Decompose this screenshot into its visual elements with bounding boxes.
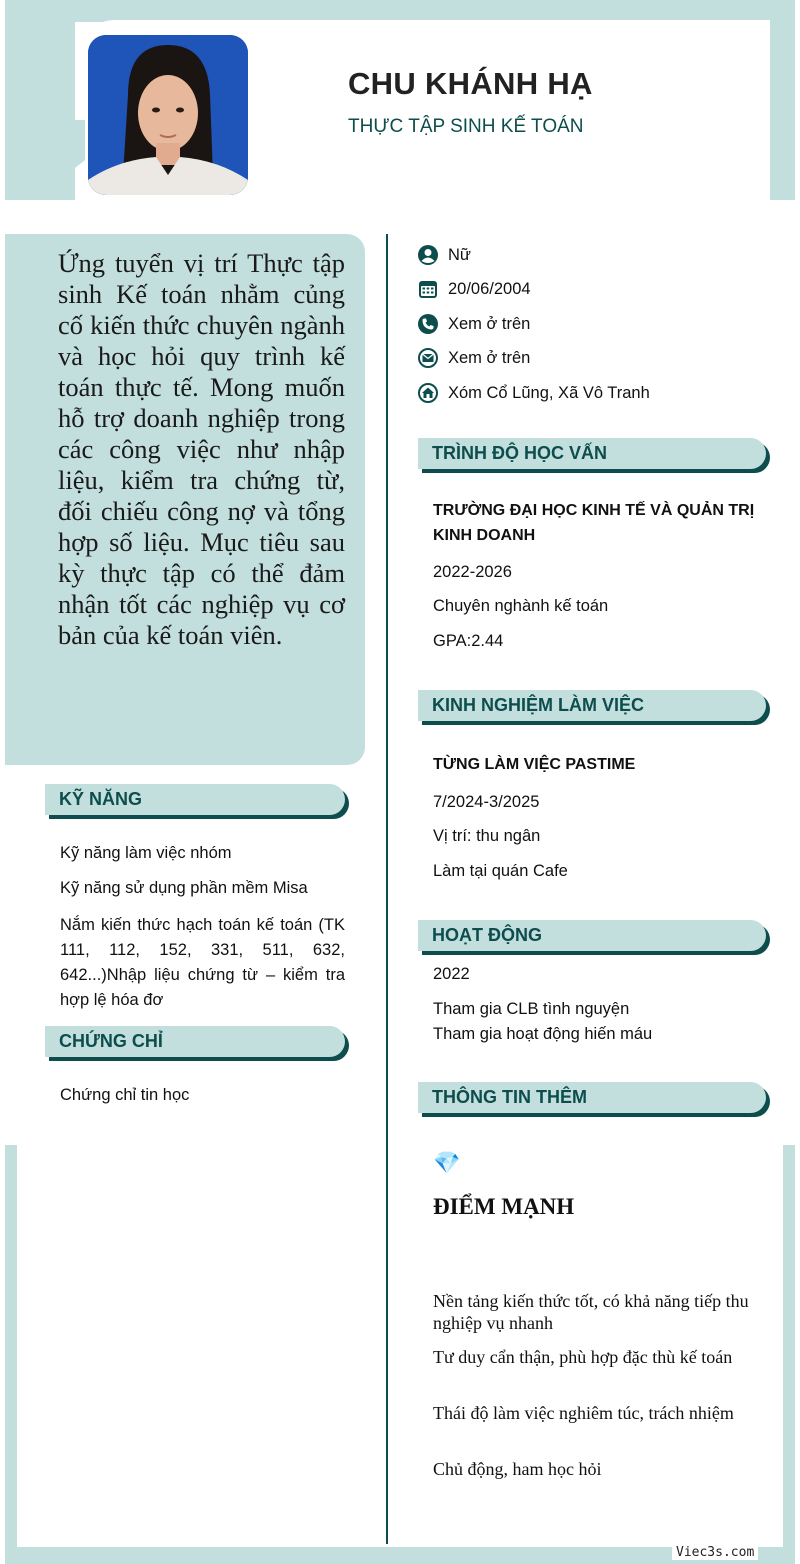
header-band-right xyxy=(770,0,795,200)
certificates-heading: CHỨNG CHỈ xyxy=(45,1026,345,1057)
experience-company: TỪNG LÀM VIỆC PASTIME xyxy=(433,756,636,773)
phone-icon xyxy=(418,314,438,334)
gem-icon: 💎 xyxy=(433,1150,461,1175)
dob-value: 20/06/2004 xyxy=(448,279,531,298)
watermark: Viec3s.com xyxy=(672,1545,758,1560)
user-icon xyxy=(418,245,438,265)
phone-value: Xem ở trên xyxy=(448,314,531,333)
more-info-heading: THÔNG TIN THÊM xyxy=(418,1082,766,1113)
contact-gender xyxy=(418,243,471,267)
skill-item: Nắm kiến thức hạch toán kế toán (TK 111, 112, 152, 331, 511, 632, 642...)Nhập liệu chứng từ – kiểm tra hợp lệ hóa đơ xyxy=(60,916,345,1009)
candidate-name: CHU KHÁNH HẠ xyxy=(348,66,593,101)
strengths-title: ĐIỂM MẠNH xyxy=(433,1194,575,1219)
activities-heading: HOẠT ĐỘNG xyxy=(418,920,766,951)
contact-address xyxy=(418,381,650,405)
education-heading: TRÌNH ĐỘ HỌC VẤN xyxy=(418,438,766,469)
envelope-icon xyxy=(418,348,438,368)
experience-heading: KINH NGHIỆM LÀM VIỆC xyxy=(418,690,766,721)
address-value: Xóm Cổ Lũng, Xã Vô Tranh xyxy=(448,383,650,402)
home-icon xyxy=(418,383,438,403)
experience-position: Vị trí: thu ngân xyxy=(433,827,541,845)
header-corner-decoration xyxy=(5,120,85,200)
certificate-item: Chứng chỉ tin học xyxy=(60,1086,190,1104)
strength-item: Thái độ làm việc nghiêm túc, trách nhiệm xyxy=(433,1403,734,1423)
strength-item: Nền tảng kiến thức tốt, có khả năng tiếp thu nghiệp vụ nhanh xyxy=(433,1291,749,1333)
experience-place: Làm tại quán Cafe xyxy=(433,862,568,880)
footer-band-right xyxy=(783,1145,795,1564)
activities-line: Tham gia hoạt động hiến máu xyxy=(433,1025,653,1043)
header-band-top xyxy=(5,0,795,22)
footer-band-left xyxy=(5,1145,17,1564)
job-title: THỰC TẬP SINH KẾ TOÁN xyxy=(348,116,584,137)
strength-item: Chủ động, ham học hỏi xyxy=(433,1459,602,1479)
contact-email xyxy=(418,346,530,370)
contact-dob xyxy=(418,277,531,301)
skills-heading: KỸ NĂNG xyxy=(45,784,345,815)
education-gpa: GPA:2.44 xyxy=(433,632,504,650)
column-divider xyxy=(386,234,388,1544)
education-school: TRƯỜNG ĐẠI HỌC KINH TẾ VÀ QUẢN TRỊ KINH DOANH xyxy=(433,502,755,544)
skill-item: Kỹ năng làm việc nhóm xyxy=(60,844,232,862)
experience-period: 7/2024-3/2025 xyxy=(433,793,540,811)
activities-line: Tham gia CLB tình nguyện xyxy=(433,1000,630,1018)
calendar-icon xyxy=(418,279,438,299)
strength-item: Tư duy cẩn thận, phù hợp đặc thù kế toán xyxy=(433,1347,733,1367)
education-period: 2022-2026 xyxy=(433,563,512,581)
gender-value: Nữ xyxy=(448,245,471,264)
email-value: Xem ở trên xyxy=(448,348,531,367)
activities-year: 2022 xyxy=(433,965,470,983)
career-objective: Ứng tuyển vị trí Thực tập sinh Kế toán nhằm củng cố kiến thức chuyên ngành và học hỏi quy trình kế toán thực tế. Mong muốn hỗ trợ doanh nghiệp trong các công việc như nhập liệu, kiểm tra chứng từ, đối chiếu công nợ và tổng hợp số liệu. Mục tiêu sau kỳ thực tập có thể đảm nhận tốt các nghiệp vụ cơ bản của kế toán viên. xyxy=(58,248,345,650)
contact-phone xyxy=(418,312,530,336)
skill-item: Kỹ năng sử dụng phần mềm Misa xyxy=(60,879,308,897)
profile-photo xyxy=(88,35,248,195)
education-major: Chuyên nghành kế toán xyxy=(433,597,609,615)
